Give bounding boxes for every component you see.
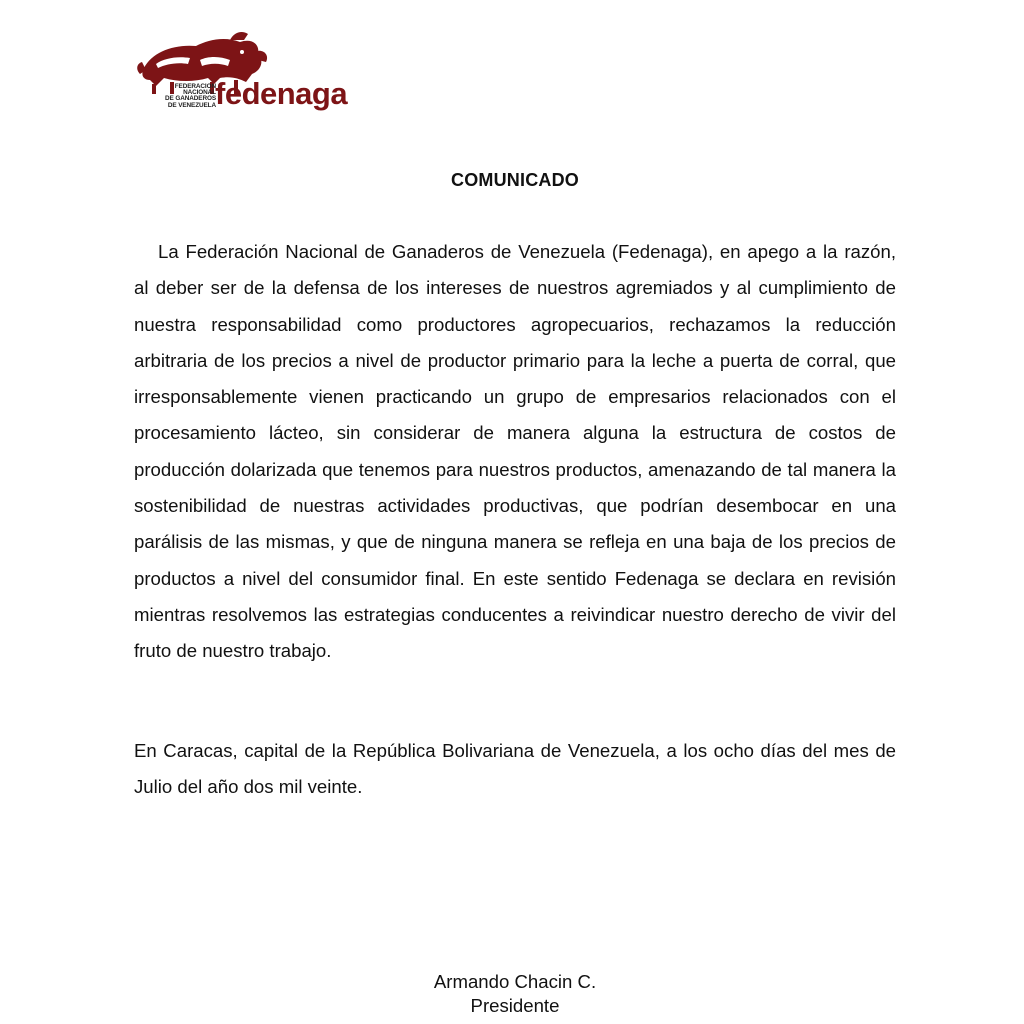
logo-caption-line: DE VENEZUELA bbox=[167, 101, 216, 109]
logo-wordmark: fedenaga bbox=[215, 76, 348, 111]
signature-block bbox=[380, 970, 650, 1018]
closing-paragraph: En Caracas, capital de la República Bolivariana de Venezuela, a los ocho días del mes de Julio del año dos mil veinte. bbox=[134, 740, 896, 798]
logo-caption bbox=[140, 84, 216, 109]
document-title: COMUNICADO bbox=[451, 170, 579, 190]
logo-caption-line: NACIONAL bbox=[183, 89, 216, 97]
logo-caption-line: FEDERACION bbox=[174, 83, 216, 90]
signatory-role: Presidente bbox=[470, 995, 560, 1016]
logo-caption-line: DE GANADEROS bbox=[165, 95, 216, 103]
body-paragraph: La Federación Nacional de Ganaderos de Venezuela (Fedenaga), en apego a la razón, al deber ser de la defensa de los intereses de nuestros agremiados y al cumplimiento de nuestra responsabilidad como productores agropecuarios, rechazamos la reducción arbitraria de los precios a nivel de productor primario para la leche a puerta de corral, que irresponsablemente vienen practicando un grupo de empresarios relacionados con el procesamiento lácteo, sin considerar de manera alguna la estructura de costos de producción dolarizada que tenemos para nuestros productos, amenazando de tal manera la sostenibilidad de nuestras actividades productivas, que podrían desembocar en una parálisis de las mismas, y que de ninguna manera se refleja en una baja de los precios de productos a nivel del consumidor final. En este sentido Fedenaga se declara en revisión mientras resolvemos las estrategias conducentes a reivindicar nuestro derecho de vivir del fruto de nuestro trabajo. bbox=[134, 241, 896, 662]
signatory-name: Armando Chacin C. bbox=[433, 971, 597, 992]
